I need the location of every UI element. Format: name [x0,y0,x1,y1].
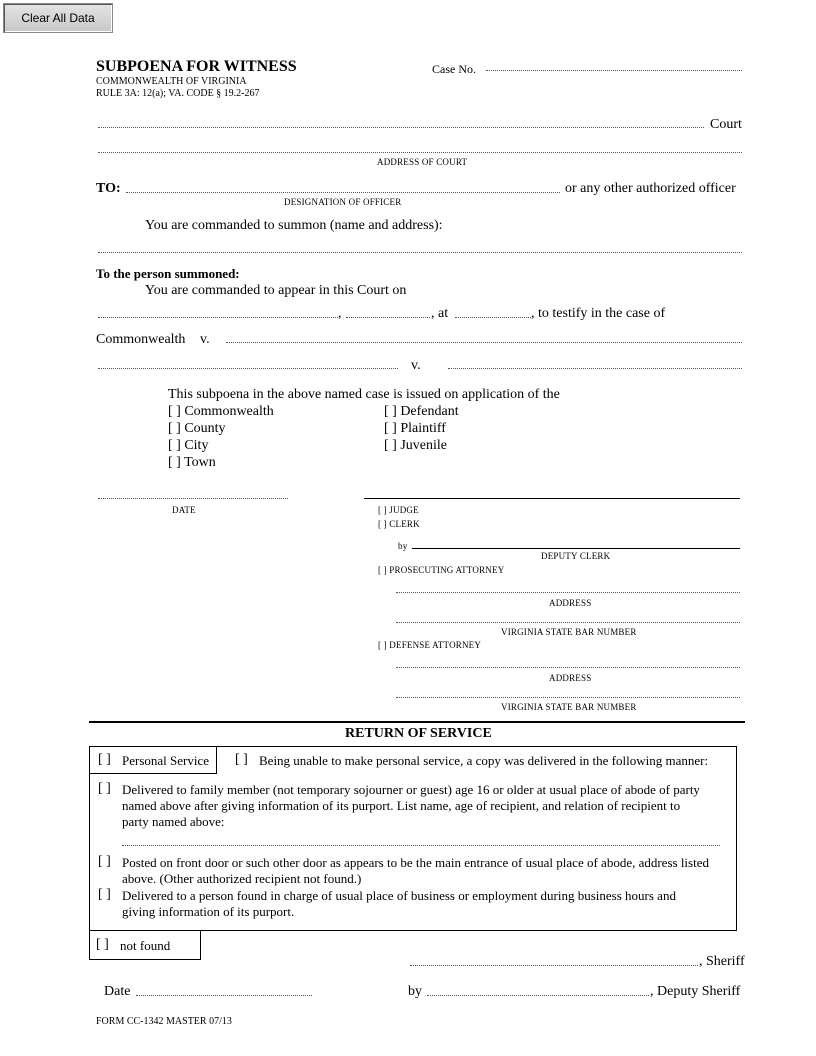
prosecutor-bar-field[interactable] [396,622,740,623]
case-party-1-field[interactable] [98,368,398,369]
option-defense-attorney[interactable]: [ ] DEFENSE ATTORNEY [378,640,482,650]
form-subtitle-commonwealth: COMMONWEALTH OF VIRGINIA [96,76,247,87]
appear-date-field[interactable] [98,317,338,318]
defendant-name-field[interactable] [226,342,742,343]
appear-comma: , [338,306,342,321]
defense-address-label: ADDRESS [549,673,592,683]
person-summoned-heading: To the person summoned: [96,266,240,281]
option-prosecuting-attorney[interactable]: [ ] PROSECUTING ATTORNEY [378,565,505,575]
return-date-field[interactable] [136,995,312,996]
return-of-service-heading: RETURN OF SERVICE [345,726,492,741]
personal-service-checkbox[interactable]: [ ] [98,752,111,767]
summon-name-address-field[interactable] [98,252,742,253]
return-by-label: by [408,984,422,999]
versus-2: v. [411,358,421,373]
prosecutor-address-label: ADDRESS [549,598,592,608]
business-text-2: giving information of its purport. [122,904,295,919]
at-text: , at [431,306,449,321]
clear-all-data-button[interactable]: Clear All Data [3,3,113,33]
family-member-checkbox[interactable]: [ ] [98,781,111,796]
option-county[interactable]: [ ] County [168,421,226,436]
by-label: by [398,541,408,551]
issue-date-field[interactable] [98,498,288,499]
return-date-label: Date [104,984,131,999]
personal-service-label: Personal Service [122,753,210,768]
form-number: FORM CC-1342 MASTER 07/13 [96,1016,232,1027]
to-label: TO: [96,181,121,196]
recipient-info-field[interactable] [122,845,720,846]
designation-of-officer-label: DESIGNATION OF OFFICER [284,197,402,207]
posted-checkbox[interactable]: [ ] [98,854,111,869]
option-clerk[interactable]: [ ] CLERK [378,519,420,529]
not-found-label: not found [120,938,171,953]
officer-designation-field[interactable] [126,192,560,193]
section-divider [89,721,745,723]
prosecutor-address-field[interactable] [396,592,740,593]
business-checkbox[interactable]: [ ] [98,887,111,902]
posted-text-2: above. (Other authorized recipient not found.) [122,871,362,886]
case-party-2-field[interactable] [448,368,742,369]
court-address-field[interactable] [98,152,742,153]
form-title: SUBPOENA FOR WITNESS [96,58,297,75]
commonwealth-text: Commonwealth [96,332,186,347]
option-defendant[interactable]: [ ] Defendant [384,404,459,419]
versus-1: v. [200,332,210,347]
case-no-field[interactable] [486,70,742,71]
deputy-sheriff-signature-field[interactable] [427,995,649,996]
unable-service-label: Being unable to make personal service, a copy was delivered in the following manner: [259,753,709,768]
application-intro: This subpoena in the above named case is issued on application of the [168,387,560,402]
deputy-clerk-label: DEPUTY CLERK [541,551,611,561]
option-juvenile[interactable]: [ ] Juvenile [384,438,447,453]
defense-address-field[interactable] [396,667,740,668]
option-plaintiff[interactable]: [ ] Plaintiff [384,421,446,436]
posted-text-1: Posted on front door or such other door as appears to be the main entrance of usual place of abode, address listed [122,855,709,870]
court-label: Court [710,117,742,132]
sheriff-signature-field[interactable] [410,965,698,966]
prosecutor-bar-label: VIRGINIA STATE BAR NUMBER [501,627,637,637]
appear-time-field[interactable] [455,317,531,318]
case-no-label: Case No. [432,62,476,76]
defense-bar-label: VIRGINIA STATE BAR NUMBER [501,702,637,712]
signature-line[interactable] [364,498,740,499]
appear-text: You are commanded to appear in this Court on [145,283,407,298]
business-text-1: Delivered to a person found in charge of usual place of business or employment during business hours and [122,888,676,903]
sheriff-label: , Sheriff [699,954,745,969]
address-of-court-label: ADDRESS OF COURT [377,157,468,167]
option-judge[interactable]: [ ] JUDGE [378,505,419,515]
testify-text: , to testify in the case of [531,306,666,321]
family-member-text-1: Delivered to family member (not temporary sojourner or guest) age 16 or older at usual place of abode of party [122,782,700,797]
form-subtitle-rule: RULE 3A: 12(a); VA. CODE § 19.2-267 [96,88,260,99]
option-city[interactable]: [ ] City [168,438,209,453]
court-name-field[interactable] [98,127,704,128]
option-commonwealth[interactable]: [ ] Commonwealth [168,404,274,419]
family-member-text-3: party named above: [122,814,225,829]
unable-service-checkbox[interactable]: [ ] [235,752,248,767]
other-officer-text: or any other authorized officer [565,181,736,196]
command-summon-text: You are commanded to summon (name and address): [145,218,443,233]
defense-bar-field[interactable] [396,697,740,698]
appear-year-field[interactable] [346,317,430,318]
deputy-clerk-signature-line[interactable] [412,548,740,549]
deputy-sheriff-label: , Deputy Sheriff [650,984,741,999]
date-label: DATE [172,505,196,515]
option-town[interactable]: [ ] Town [168,455,216,470]
family-member-text-2: named above after giving information of its purport. List name, age of recipient, and relation of recipient to [122,798,681,813]
not-found-checkbox[interactable]: [ ] [96,937,109,952]
